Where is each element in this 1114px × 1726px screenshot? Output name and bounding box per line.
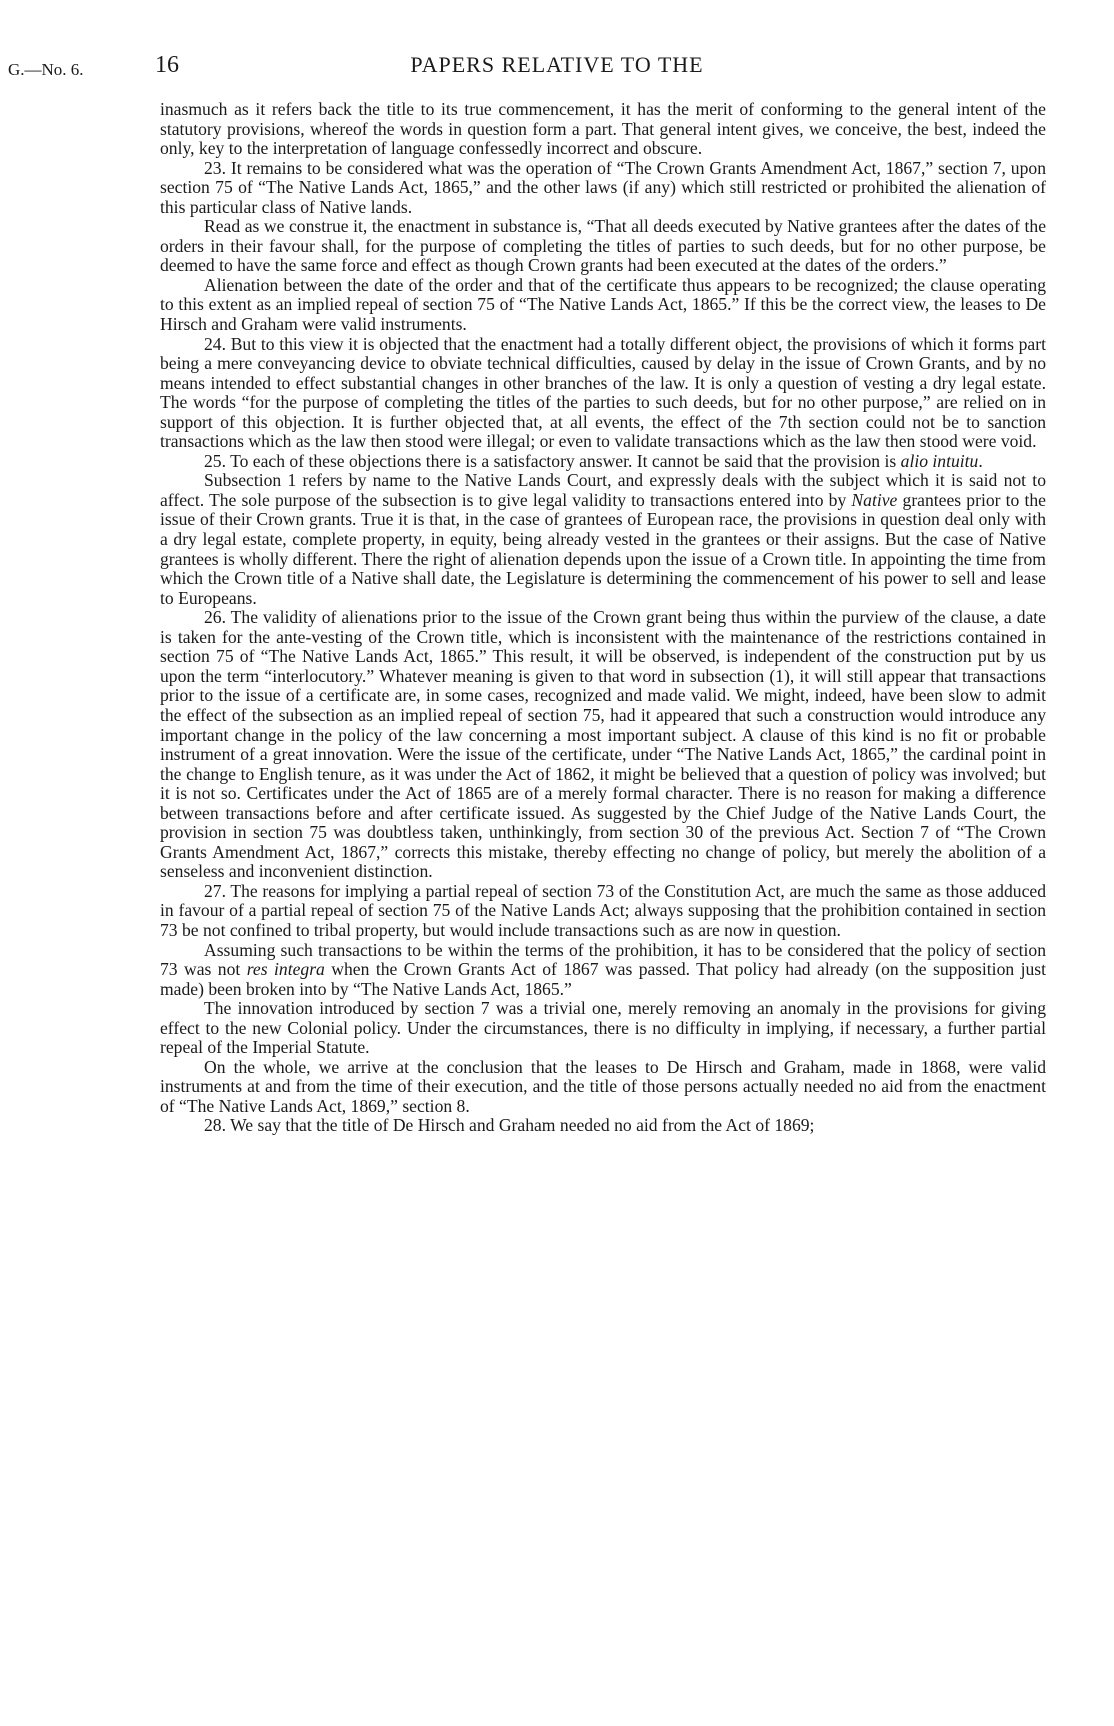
paragraph-27-innovation: The innovation introduced by section 7 was a trivial one, merely removing an anomaly in the provisions for giving effect to the new Colonial policy. Under the circumstances, there is no difficulty in implying, if necessary, a further partial repeal of the Imperial Statute. <box>160 998 1046 1058</box>
page-header <box>0 52 1114 82</box>
paragraph-23-alienation: Alienation between the date of the order and that of the certificate thus appears to be recognized; the clause operating to this extent as an implied repeal of section 75 of “The Native Lands Act, 1865.” If this be the correct view, the leases to De Hirsch and Graham were valid instruments. <box>160 274 1046 335</box>
paragraph-25-subsection-text-b: grantees prior to the issue of their Crown grants. True it is that, in the case of grantees of European race, the provisions in question deal only with a dry legal estate, complete property, in equity, being already vested in the grantees or their assigns. But the case of Native grantees is wholly different. There the right of alienation depends upon the issue of a Crown title. In appointing the time from which the Crown title of a Native shall date, the Legislature is determining the commencement of his power to sell and lease to Europeans. <box>160 489 1046 608</box>
paragraph-25: 25. To each of these objections there is a satisfactory answer. It cannot be said that the provision is alio intuitu. <box>204 450 983 471</box>
paragraph-27: 27. The reasons for implying a partial repeal of section 73 of the Constitution Act, are much the same as those adduced in favour of a partial repeal of section 75 of the Native Lands Act; always supposing that the prohibition contained in section 73 be not confined to tribal property, but would include transactions such as are now in question. <box>160 880 1046 940</box>
paragraph-27-conclusion: On the whole, we arrive at the conclusion that the leases to De Hirsch and Graham, made in 1868, were valid instruments at and from the time of their execution, and the title of those persons actually needed no aid from the enactment of “The Native Lands Act, 1869,” section 8. <box>160 1056 1046 1116</box>
document-reference: G.—No. 6. <box>8 60 84 79</box>
page-number: 16 <box>155 52 179 78</box>
italic-native: Native <box>851 489 898 510</box>
paragraph-23-construction: Read as we construe it, the enactment in substance is, “That all deeds executed by Native grantees after the dates of the orders in their favour shall, for the purpose of completing the titles of parties to such deeds, but for no other purpose, be deemed to have the same force and effect as though Crown grants had been executed at the dates of the orders.” <box>160 216 1046 276</box>
paragraph-28: 28. We say that the title of De Hirsch and Graham needed no aid from the Act of 1869; <box>204 1115 815 1136</box>
paragraph-25-subsection-text-a: Subsection 1 refers by name to the Native Lands Court, and expressly deals with the subject which it is said not to affect. The sole purpose of the subsection is to give legal validity to transactions entered into by <box>160 470 1046 510</box>
paragraph-27-assuming-text-b: when the Crown Grants Act of 1867 was passed. That policy had already (on the supposition just made) been broken into by “The Native Lands Act, 1865.” <box>160 959 1047 999</box>
paragraph-27-assuming-text-a: Assuming such transactions to be within the terms of the prohibition, it has to be considered that the policy of section 73 was not <box>160 939 1046 980</box>
running-title: PAPERS RELATIVE TO THE <box>410 52 704 77</box>
paragraph-24: 24. But to this view it is objected that the enactment had a totally different object, the provisions of which it forms part being a mere conveyancing device to obviate technical difficulties, caused by delay in the issue of Crown Grants, and by no means intended to effect substantial changes in other branches of the law. It is only a question of vesting a dry legal estate. The words “for the purpose of completing the titles of the parties to such deeds, but for no other purpose,” are relied on in support of this objection. It is further objected that, at all events, the effect of the 7th section could not be to sanction transactions which as the law then stood were illegal; or even to validate transactions which as the law then stood were void. <box>160 333 1046 452</box>
body-text <box>160 100 1046 1136</box>
paragraph-25-text: 25. To each of these objections there is a satisfactory answer. It cannot be said that the provision is <box>204 450 897 471</box>
italic-alio-intuitu: alio intuitu <box>900 450 979 471</box>
paragraph-continuation: inasmuch as it refers back the title to its true commencement, it has the merit of conforming to the general intent of the statutory provisions, whereof the words in question form a part. That general intent gives, we conceive, the best, indeed the only, key to the interpretation of language confessedly incorrect and obscure. <box>160 99 1046 159</box>
paragraph-25-subsection <box>160 471 1046 608</box>
paragraph-23: 23. It remains to be considered what was the operation of “The Crown Grants Amendment Act, 1867,” section 7, upon section 75 of “The Native Lands Act, 1865,” and the other laws (if any) which still restricted or prohibited the alienation of this particular class of Native lands. <box>160 157 1046 217</box>
paragraph-27-assuming <box>160 941 1046 1000</box>
paragraph-26: 26. The validity of alienations prior to the issue of the Crown grant being thus within the purview of the clause, a date is taken for the ante-vesting of the Crown title, which is inconsistent with the maintenance of the restrictions contained in section 75 of “The Native Lands Act, 1865.” This result, it will be observed, is independent of the construction put by us upon the term “interlocutory.” Whatever meaning is given to that word in subsection (1), it will still appear that transactions prior to the issue of a certificate are, in some cases, recognized and made valid. We might, indeed, have been slow to admit the effect of the subsection as an implied repeal of section 75, had it appeared that such a construction would introduce any important change in the policy of the law concerning a most important subject. A clause of this kind is no fit or probable instrument of a great innovation. Were the issue of the certificate, under “The Native Lands Act, 1865,” the cardinal point in the change to English tenure, as it was under the Act of 1862, it might be believed that a question of policy was involved; but it is not so. Certificates under the Act of 1865 are of a merely formal character. There is no reason for making a difference between transactions before and after certificate issued. As suggested by the Chief Judge of the Native Lands Court, the provision in section 75 was doubtless taken, unthinkingly, from section 30 of the previous Act. Section 7 of “The Crown Grants Amendment Act, 1867,” corrects this mistake, thereby effecting no change of policy, but merely the abolition of a senseless and inconvenient distinction. <box>160 607 1046 882</box>
italic-res-integra: res integra <box>246 959 325 980</box>
